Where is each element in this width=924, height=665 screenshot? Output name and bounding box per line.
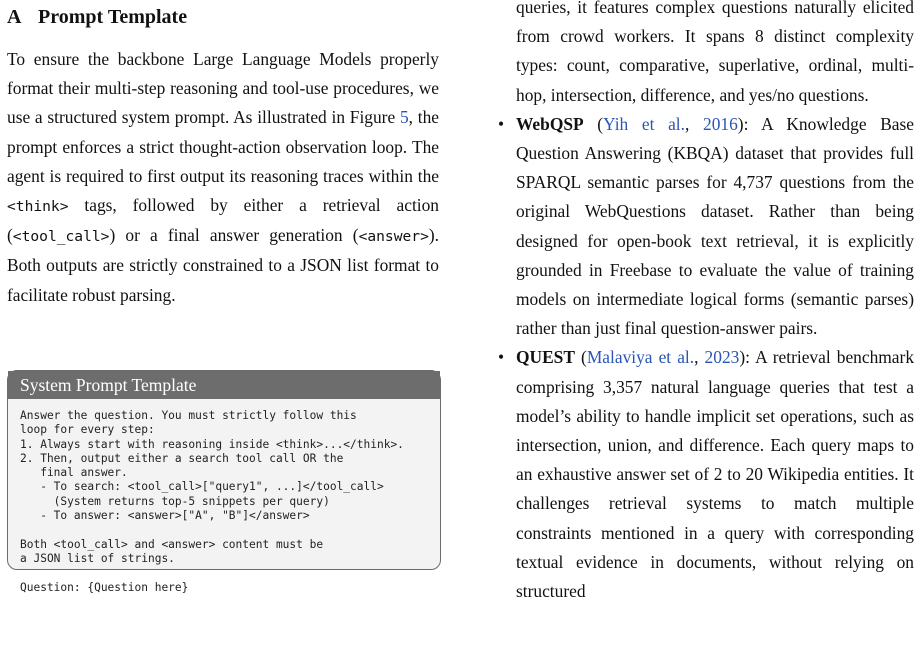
dataset-name: QUEST	[516, 347, 575, 368]
section-title-text: Prompt Template	[38, 6, 188, 28]
intro-text-5: ). Both outputs are strictly constrained to a JSON list format to facilitate robust parsing.	[7, 225, 439, 305]
citation-year-link[interactable]: 2023	[704, 347, 740, 368]
intro-text-2: , the prompt enforces a strict thought-action observation loop. The agent is required to first output its reasoning traces within the	[7, 107, 439, 186]
dataset-description: A retrieval benchmark comprising 3,357 natural language queries that test a model’s ability to handle implicit set operations, such as intersection, union, and difference. Each query maps to an exhaustive answer set of 2 to 20 Wikipedia entities. It challenges retrieval systems to match multiple constraints mentioned in a query with corresponding textual evidence in documents, without relying on structured	[516, 347, 915, 602]
tool-call-tag: <tool_call>	[12, 228, 110, 246]
right-column	[488, 0, 914, 606]
intro-text-4: ) or a final answer generation (	[109, 225, 359, 246]
citation-sep: ,	[685, 113, 704, 134]
system-prompt-box	[7, 370, 441, 594]
list-item	[488, 110, 914, 344]
list-item	[488, 343, 914, 606]
citation-open: (	[583, 113, 604, 134]
citation-close: ):	[739, 347, 756, 368]
intro-text-1: To ensure the backbone Large Language Models properly format their multi-step reasoning and tool-use procedures, we use a structured system prompt. As illustrated in Figure	[7, 49, 439, 128]
figure-reference-link[interactable]: 5	[399, 107, 409, 128]
section-number: A	[7, 6, 22, 28]
intro-paragraph	[7, 45, 439, 310]
answer-tag: <answer>	[358, 228, 429, 246]
dataset-name: WebQSP	[516, 113, 584, 134]
citation-author-link[interactable]: Malaviya et al.	[586, 347, 695, 368]
citation-author-link[interactable]: Yih et al.	[603, 113, 685, 134]
bullet-icon: •	[498, 113, 505, 134]
section-title	[7, 3, 187, 31]
intro-text-3: tags, followed by either a retrieval action (	[7, 195, 439, 246]
dataset-description: A Knowledge Base Question Answering (KBQA) dataset that provides full SPARQL semantic parses for 4,737 questions from the original WebQuestions dataset. Rather than being designed for open-book text retrieval, it is explicitly grounded in Freebase to evaluate the value of training models on intermediate logical forms (semantic parses) rather than just final question-answer pairs.	[516, 113, 915, 339]
citation-sep: ,	[694, 347, 705, 368]
citation-year-link[interactable]: 2016	[703, 113, 738, 134]
bullet-icon: •	[498, 347, 505, 368]
system-prompt-box-title: System Prompt Template	[8, 371, 440, 399]
continuation-paragraph: queries, it features complex questions naturally elicited from crowd workers. It spans 8 distinct complexity types: count, comparative, superlative, ordinal, multi-hop, intersection, difference, and yes/no questions.	[516, 0, 914, 105]
think-tag: <think>	[7, 198, 69, 216]
citation-open: (	[574, 347, 587, 368]
system-prompt-box-body: Answer the question. You must strictly follow this loop for every step: 1. Always start with reasoning inside <think>...</think>. 2. Then, output either a search tool call OR the final answer. - To search: <tool_call>["query1", ...]</tool_call> (System returns top-5 snippets per query) - To answer: <answer>["A", "B"]</answer> Both <tool_call> and <answer> content must be a JSON list of strings. Question: {Question here}	[20, 409, 404, 594]
citation-close: ):	[737, 113, 762, 134]
